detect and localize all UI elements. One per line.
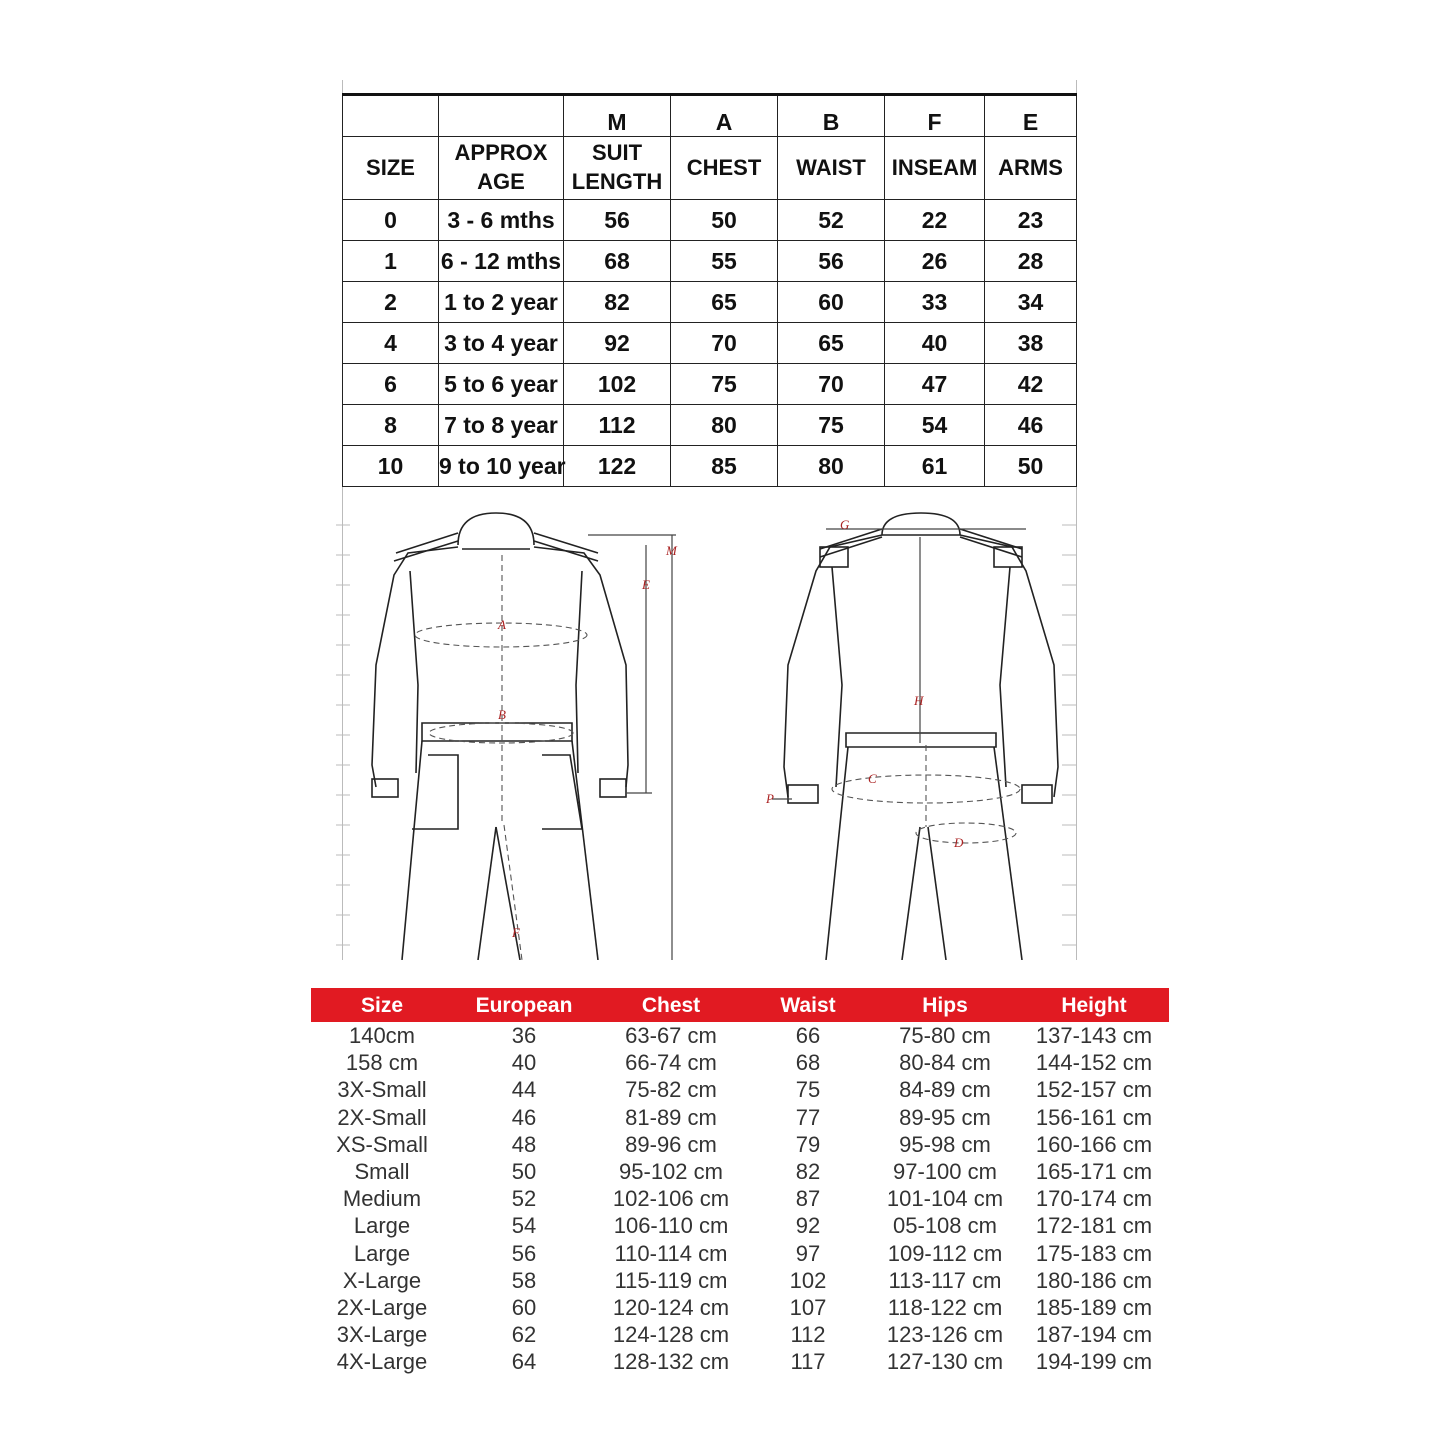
table-cell: 112 — [564, 405, 671, 446]
table-cell: 123-126 cm — [886, 1322, 1004, 1348]
table-cell: 92 — [795, 1213, 821, 1239]
table-cell: 80-84 cm — [899, 1050, 991, 1076]
table-row — [311, 1076, 1169, 1103]
table-cell: 175-183 cm — [1035, 1240, 1153, 1266]
label-b: B — [498, 707, 506, 722]
table-cell: 42 — [985, 364, 1077, 405]
table-cell: 89-95 cm — [899, 1104, 991, 1130]
header-european: European — [475, 994, 573, 1017]
table-cell: 89-96 cm — [625, 1131, 717, 1157]
letter-cell: F — [885, 95, 985, 137]
table-cell: XS-Small — [336, 1131, 428, 1157]
table-cell: 75 — [795, 1077, 821, 1103]
label-a: A — [498, 617, 506, 632]
table-cell: 38 — [985, 323, 1077, 364]
table-cell: 3X-Small — [337, 1077, 427, 1103]
table-cell: 40 — [885, 323, 985, 364]
table-cell: 117 — [790, 1349, 826, 1375]
table-cell: 23 — [985, 200, 1077, 241]
label-g: G — [840, 517, 850, 532]
table-cell: 58 — [511, 1267, 537, 1293]
table-cell: 52 — [511, 1186, 537, 1212]
table-cell: 63-67 cm — [625, 1023, 717, 1048]
back-suit-outline — [784, 513, 1058, 960]
table-cell: 2 — [343, 282, 439, 323]
letter-cell: A — [671, 95, 778, 137]
table-cell: 64 — [511, 1349, 537, 1375]
table-cell: 6 - 12 mths — [439, 241, 564, 282]
table-cell: 44 — [511, 1077, 537, 1103]
table-row — [311, 1240, 1169, 1267]
table-row — [311, 1321, 1169, 1348]
table-row — [311, 1294, 1169, 1321]
back-letter-labels — [765, 517, 964, 850]
table-row — [343, 446, 1077, 487]
table-row — [311, 1212, 1169, 1239]
table-cell: 56 — [511, 1240, 537, 1266]
table-cell: 26 — [885, 241, 985, 282]
adult-table-header — [311, 988, 1169, 1022]
table-row — [343, 282, 1077, 323]
table-cell: 66-74 cm — [625, 1050, 717, 1076]
label-e: E — [642, 577, 650, 592]
header-size: Size — [360, 994, 404, 1017]
table-cell: 22 — [885, 200, 985, 241]
table-cell: 50 — [511, 1158, 537, 1184]
table-cell: 36 — [511, 1023, 537, 1048]
table-cell: 61 — [885, 446, 985, 487]
table-cell: 10 — [343, 446, 439, 487]
table-cell: 107 — [789, 1294, 827, 1320]
table-cell: 80 — [671, 405, 778, 446]
label-c: C — [868, 771, 877, 786]
table-cell: 75 — [778, 405, 885, 446]
header-suit-length: SUIT LENGTH — [564, 137, 671, 200]
header-waist: Waist — [780, 994, 836, 1017]
table-cell: 140cm — [348, 1023, 416, 1048]
table-row — [311, 1185, 1169, 1212]
table-cell: 40 — [511, 1050, 537, 1076]
table-cell: 187-194 cm — [1035, 1322, 1153, 1348]
table-cell: 158 cm — [345, 1050, 419, 1076]
table-cell: 95-98 cm — [899, 1131, 991, 1157]
table-cell: 112 — [790, 1322, 826, 1348]
table-cell: 6 — [343, 364, 439, 405]
table-cell: 2X-Small — [337, 1104, 427, 1130]
table-cell: 109-112 cm — [887, 1240, 1003, 1266]
table-cell: 2X-Large — [336, 1294, 428, 1320]
table-cell: 102 — [564, 364, 671, 405]
ruler-ticks — [336, 525, 1076, 945]
table-cell: 124-128 cm — [612, 1322, 730, 1348]
table-cell: 65 — [671, 282, 778, 323]
letter-cell — [439, 95, 564, 137]
table-cell: 84-89 cm — [899, 1077, 991, 1103]
adult-size-table — [311, 1022, 1169, 1375]
table-cell: 85 — [671, 446, 778, 487]
table-cell: 102-106 cm — [612, 1186, 730, 1212]
header-chest: CHEST — [671, 137, 778, 200]
table-cell: 50 — [671, 200, 778, 241]
front-measure-lines — [415, 555, 587, 960]
table-row — [311, 1022, 1169, 1049]
table-cell: 3 - 6 mths — [439, 200, 564, 241]
table-row — [311, 1104, 1169, 1131]
table-cell: 106-110 cm — [613, 1213, 729, 1239]
table-cell: 95-102 cm — [619, 1158, 723, 1184]
table-cell: 194-199 cm — [1035, 1349, 1153, 1375]
table-cell: 54 — [885, 405, 985, 446]
table-cell: 52 — [778, 200, 885, 241]
table-cell: 115-119 cm — [614, 1267, 728, 1293]
table-cell: 65 — [778, 323, 885, 364]
table-cell: 47 — [885, 364, 985, 405]
kids-size-table — [342, 93, 1076, 487]
header-approx-age: APPROX AGE — [439, 137, 564, 200]
table-row — [343, 200, 1077, 241]
table-cell: 101-104 cm — [886, 1186, 1004, 1212]
back-length-bars — [772, 529, 1026, 799]
label-d: D — [954, 835, 964, 850]
table-cell: Medium — [342, 1186, 422, 1212]
table-cell: 120-124 cm — [612, 1294, 730, 1320]
table-cell: 56 — [778, 241, 885, 282]
table-cell: 54 — [511, 1213, 537, 1239]
table-row — [343, 323, 1077, 364]
table-cell: 4X-Large — [336, 1349, 428, 1375]
table-cell: 185-189 cm — [1035, 1294, 1153, 1320]
table-cell: 56 — [564, 200, 671, 241]
header-chest: Chest — [641, 994, 701, 1017]
table-cell: 128-132 cm — [612, 1349, 730, 1375]
table-cell: 75-80 cm — [899, 1023, 991, 1048]
table-cell: 77 — [795, 1104, 821, 1130]
table-row — [311, 1267, 1169, 1294]
letter-cell: B — [778, 95, 885, 137]
label-m: M — [666, 543, 677, 558]
table-cell: 80 — [778, 446, 885, 487]
table-cell: 60 — [778, 282, 885, 323]
table-cell: 70 — [778, 364, 885, 405]
table-cell: 160-166 cm — [1035, 1131, 1153, 1157]
table-cell: 48 — [511, 1131, 537, 1157]
table-cell: 68 — [564, 241, 671, 282]
table-cell: 66 — [795, 1023, 821, 1048]
table-cell: 127-130 cm — [886, 1349, 1004, 1375]
table-cell: 28 — [985, 241, 1077, 282]
table-row — [343, 405, 1077, 446]
table-cell: 5 to 6 year — [439, 364, 564, 405]
table-cell: 8 — [343, 405, 439, 446]
table-row — [343, 364, 1077, 405]
table-cell: Large — [353, 1213, 411, 1239]
header-arms: ARMS — [985, 137, 1077, 200]
table-row — [311, 1348, 1169, 1375]
table-row — [311, 1158, 1169, 1185]
table-cell: 70 — [671, 323, 778, 364]
table-cell: 68 — [795, 1050, 821, 1076]
measurement-letter-row — [343, 95, 1077, 137]
table-cell: 102 — [789, 1267, 827, 1293]
table-cell: 113-117 cm — [888, 1267, 1002, 1293]
table-cell: 82 — [564, 282, 671, 323]
table-cell: 1 — [343, 241, 439, 282]
table-row — [311, 1131, 1169, 1158]
table-cell: 75-82 cm — [625, 1077, 717, 1103]
table-cell: 92 — [564, 323, 671, 364]
table-cell: 156-161 cm — [1035, 1104, 1153, 1130]
table-cell: 82 — [795, 1158, 821, 1184]
table-cell: 87 — [795, 1186, 821, 1212]
label-p: P — [766, 791, 774, 806]
table-cell: 97 — [795, 1240, 821, 1266]
table-cell: 9 to 10 year — [439, 446, 564, 487]
table-cell: 46 — [511, 1104, 537, 1130]
table-cell: 05-108 cm — [893, 1213, 997, 1239]
label-h: H — [914, 693, 924, 708]
table-cell: 97-100 cm — [893, 1158, 997, 1184]
table-cell: 60 — [511, 1294, 537, 1320]
table-cell: Large — [353, 1240, 411, 1266]
diagram-svg — [336, 505, 1086, 960]
table-cell: 118-122 cm — [887, 1294, 1003, 1320]
header-hips: Hips — [922, 994, 968, 1017]
suit-measurement-diagram — [336, 505, 1086, 960]
header-waist: WAIST — [778, 137, 885, 200]
table-cell: 7 to 8 year — [439, 405, 564, 446]
table-cell: 180-186 cm — [1035, 1267, 1153, 1293]
table-cell: 55 — [671, 241, 778, 282]
table-cell: 152-157 cm — [1035, 1077, 1153, 1103]
table-cell: Small — [354, 1158, 410, 1184]
table-cell: 165-171 cm — [1035, 1158, 1153, 1184]
table-cell: 34 — [985, 282, 1077, 323]
header-row — [343, 137, 1077, 200]
table-cell: 81-89 cm — [625, 1104, 717, 1130]
table-cell: 170-174 cm — [1035, 1186, 1153, 1212]
table-cell: 0 — [343, 200, 439, 241]
header-inseam: INSEAM — [885, 137, 985, 200]
label-f: F — [512, 925, 520, 940]
front-length-bars — [588, 535, 676, 960]
table-row — [311, 1049, 1169, 1076]
table-cell: 137-143 cm — [1035, 1023, 1153, 1048]
table-cell: 144-152 cm — [1035, 1050, 1153, 1076]
table-row — [343, 241, 1077, 282]
letter-cell: E — [985, 95, 1077, 137]
table-cell: 3 to 4 year — [439, 323, 564, 364]
header-size: SIZE — [343, 137, 439, 200]
header-height: Height — [1061, 994, 1127, 1017]
table-cell: 172-181 cm — [1035, 1213, 1153, 1239]
table-cell: 1 to 2 year — [439, 282, 564, 323]
table-cell: 122 — [564, 446, 671, 487]
table-cell: 3X-Large — [336, 1322, 428, 1348]
table-cell: X-Large — [342, 1267, 422, 1293]
table-cell: 62 — [511, 1322, 537, 1348]
front-suit-outline — [372, 513, 628, 960]
table-cell: 75 — [671, 364, 778, 405]
table-cell: 4 — [343, 323, 439, 364]
table-cell: 50 — [985, 446, 1077, 487]
table-cell: 46 — [985, 405, 1077, 446]
table-cell: 110-114 cm — [614, 1240, 728, 1266]
table-cell: 33 — [885, 282, 985, 323]
back-measure-lines — [832, 745, 1020, 843]
letter-cell — [343, 95, 439, 137]
table-cell: 79 — [795, 1131, 821, 1157]
letter-cell: M — [564, 95, 671, 137]
